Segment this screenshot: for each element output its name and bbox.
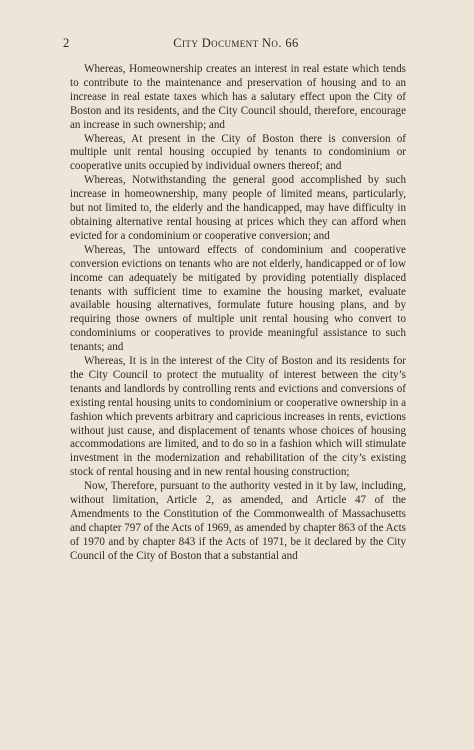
page-header: [63, 36, 409, 54]
body-text: [70, 63, 406, 564]
paragraph-conversion: Whereas, At present in the City of Boston there is conversion of multiple unit rental housing occupied by tenants to condominium or cooperative units occupied by individual owners thereof; and: [70, 132, 406, 173]
paragraph-mutuality: Whereas, It is in the interest of the City of Boston and its residents for the City Council to protect the mutuality of interest between the city’s tenants and landlords by controlling rents and evictions and conversions of existing rental housing units to condominium or cooperative ownership in a fashion which prevents arbitrary and capricious increases in rents, evictions without just cause, and displacement of tenants whose choices of housing accommodations are limited, and to do so in a fashion which will stimulate investment in the modernization and rehabilitation of the city’s existing stock of rental housing and in new rental housing construction;: [70, 355, 406, 479]
paragraph-notwithstanding: Whereas, Notwithstanding the general good accomplished by such increase in homeownership, many people of limited means, particularly, but not limited to, the elderly and the handicapped, may have difficulty in obtaining alternative rental housing at prices which they can afford when evicted for a condominium or cooperative conversion; and: [70, 174, 406, 242]
paragraph-now-therefore: Now, Therefore, pursuant to the authority vested in it by law, including, without limitation, Article 2, as amended, and Article 47 of the Amendments to the Constitution of the Commonwealth of Massachusetts and chapter 797 of the Acts of 1969, as amended by chapter 863 of the Acts of 1970 and by chapter 843 if the Acts of 1971, be it declared by the City Council of the City of Boston that a substantial and: [70, 480, 406, 562]
running-head: City Document No. 66: [173, 36, 299, 50]
page-number: 2: [63, 36, 70, 50]
paragraph-untoward-effects: Whereas, The untoward effects of condominium and cooperative conversion evictions on tenants who are not elderly, handicapped or of low income can adequately be mitigated by providing potentially displaced tenants with sufficient time to examine the housing market, evaluate available housing alternatives, formulate future housing plans, and by requiring those owners of multiple unit rental housing who convert to condominiums or cooperatives to provide meaningful assistance to such tenants; and: [70, 243, 406, 354]
paragraph-homeownership: Whereas, Homeownership creates an interest in real estate which tends to contribute to the maintenance and preservation of housing and to an increase in real estate taxes which has a salutary effect upon the City of Boston and its residents, and the City Council should, therefore, encourage an increase in such ownership; and: [70, 63, 406, 131]
